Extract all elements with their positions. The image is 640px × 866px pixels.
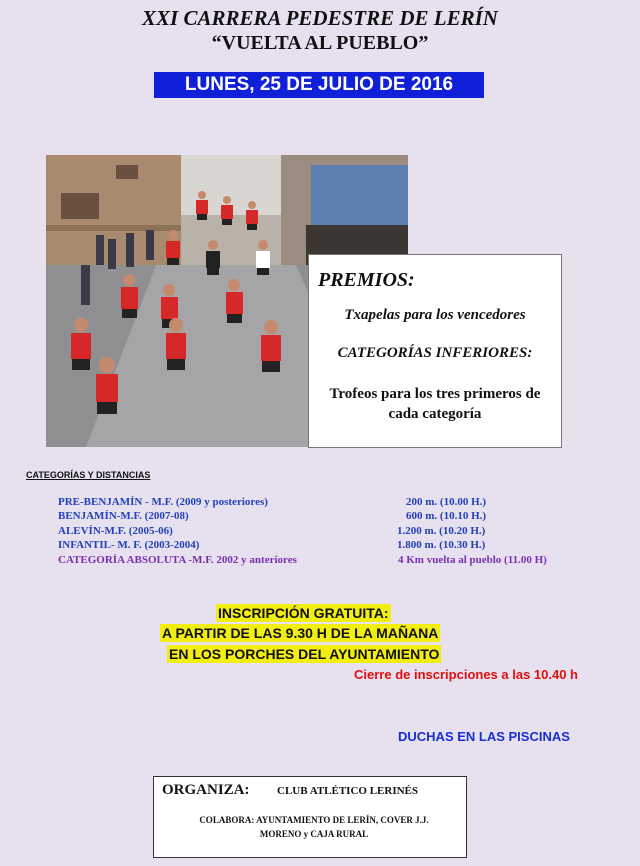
organizer-label: ORGANIZA:	[162, 782, 250, 798]
collaborators-line1: COLABORA: AYUNTAMIENTO DE LERÍN, COVER J.J.	[199, 815, 429, 825]
event-title: XXI CARRERA PEDESTRE DE LERÍN	[142, 6, 498, 30]
category-distance: 1.800 m. (10.30 H.)	[397, 539, 486, 551]
category-name: ALEVÍN-M.F. (2005-06)	[58, 525, 173, 537]
category-distance: 4 Km vuelta al pueblo (11.00 H)	[398, 554, 547, 566]
registration-closing: Cierre de inscripciones a las 10.40 h	[354, 667, 579, 682]
prizes-title: PREMIOS:	[318, 269, 415, 291]
prizes-trophies: Trofeos para los tres primeros de cada categoría	[329, 386, 541, 422]
category-distance: 200 m. (10.00 H.)	[406, 496, 487, 508]
showers-note: DUCHAS EN LAS PISCINAS	[398, 729, 570, 744]
category-name: BENJAMÍN-M.F. (2007-08)	[58, 510, 189, 522]
event-subtitle: “VUELTA AL PUEBLO”	[211, 32, 429, 54]
registration-free: INSCRIPCIÓN GRATUITA:	[218, 605, 389, 621]
category-name: CATEGORÍA ABSOLUTA -M.F. 2002 y anteriores	[58, 554, 297, 566]
categories-heading: CATEGORÍAS Y DISTANCIAS	[26, 470, 151, 480]
category-distance: 1.200 m. (10.20 H.)	[397, 525, 486, 537]
prizes-box	[308, 254, 562, 448]
event-date: LUNES, 25 DE JULIO DE 2016	[154, 72, 484, 98]
prizes-winners: Txapelas para los vencedores	[344, 307, 526, 323]
category-name: INFANTIL- M. F. (2003-2004)	[58, 539, 200, 551]
registration-time: A PARTIR DE LAS 9.30 H DE LA MAÑANA	[162, 625, 439, 641]
collaborators	[174, 813, 454, 841]
collaborators-line2: MORENO y CAJA RURAL	[259, 829, 369, 839]
organizer-box	[153, 776, 467, 858]
category-name: PRE-BENJAMÍN - M.F. (2009 y posteriores)	[58, 496, 268, 508]
prizes-lower-categories: CATEGORÍAS INFERIORES:	[337, 345, 533, 361]
category-distance: 600 m. (10.10 H.)	[406, 510, 487, 522]
organizer-name: CLUB ATLÉTICO LERINÉS	[277, 785, 419, 797]
registration-place: EN LOS PORCHES DEL AYUNTAMIENTO	[169, 646, 440, 662]
